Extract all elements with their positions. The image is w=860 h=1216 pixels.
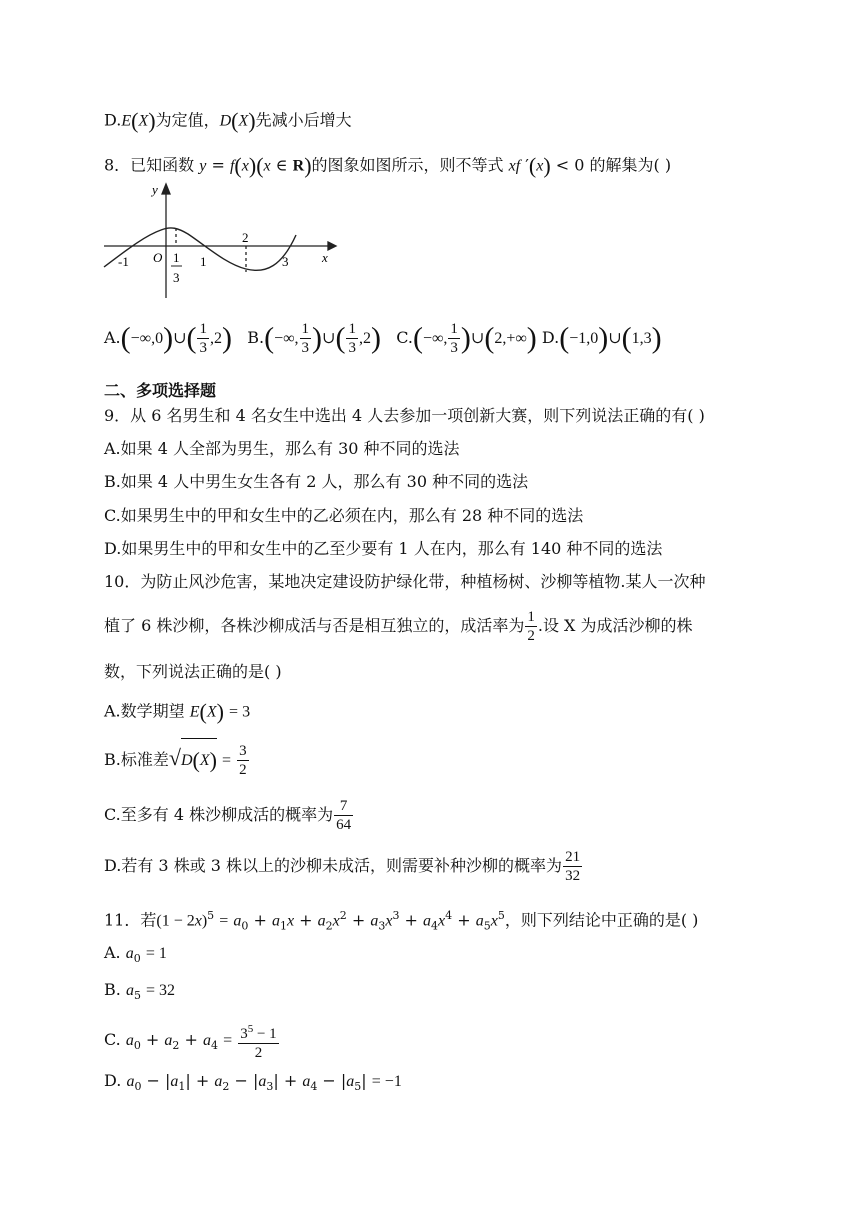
axis-x-label: x	[322, 250, 328, 265]
tick-one-third-den: 3	[173, 270, 180, 285]
tick-three: 3	[282, 254, 289, 269]
q9-option-c: C.如果男生中的甲和女生中的乙必须在内，那么有 28 种不同的选法	[104, 506, 584, 525]
x-axis-arrow	[328, 242, 336, 250]
q11-option-c: C. $a_0 + a_2 + a_4$ = $\frac{3^5 - 1}{2}$	[104, 1018, 280, 1068]
q11-option-a: A. $a_0 = 1$	[104, 943, 167, 966]
q10-option-c: C.至多有 4 株沙柳成活的概率为 $\frac{7}{64}$	[104, 798, 352, 833]
tick-minus-one: -1	[118, 254, 129, 269]
q9-option-b: B.如果 4 人中男生女生各有 2 人，那么有 30 种不同的选法	[104, 472, 529, 491]
section-title: 二、多项选择题	[104, 381, 217, 400]
q8-function-graph	[96, 180, 346, 305]
label-two: 2	[242, 230, 249, 245]
q10-line-3: 数，下列说法正确的是( )	[104, 662, 282, 681]
q10-option-a: A.数学期望 E(X) = 3	[104, 699, 251, 724]
q11-stem: 11．若$(1 - 2x)^5 = a_0 + a_1x + a_2x^2 + a_3x^3 + a_4x^4 + a_5x^5$，则下列结论中正确的是( )	[104, 909, 699, 933]
q8-option-d: D.(−1,0)∪(1,3)	[541, 321, 662, 355]
q7-option-d: D.E(X)为定值，D(X)先减小后增大	[104, 108, 352, 133]
q10-line-2: 植了 6 株沙柳，各株沙柳成活与否是相互独立的，成活率为 $\frac{1}{2}$ .设 X 为成活沙柳的株	[104, 609, 693, 644]
q9-option-a: A.如果 4 人全部为男生，那么有 30 种不同的选法	[104, 439, 460, 458]
tick-one-third-num: 1	[173, 250, 180, 265]
q9-option-d: D.如果男生中的甲和女生中的乙至少要有 1 人在内，那么有 140 种不同的选法	[104, 539, 663, 558]
q10-option-b: B.标准差√D(X) = $\frac{3}{2}$	[104, 738, 250, 781]
q8-option-a: A.(−∞,0)∪( $\frac{1}{3}$ ,2)	[104, 321, 232, 356]
tick-one: 1	[200, 254, 207, 269]
q9-stem: 9．从 6 名男生和 4 名女生中选出 4 人去参加一项创新大赛，则下列说法正确的有( )	[104, 406, 705, 425]
q11-option-d: D. $a_0 - |a_1| + a_2 - |a_3| + a_4 - |a_5| = -1$	[104, 1071, 402, 1094]
y-axis-arrow	[162, 184, 170, 194]
origin-label: O	[153, 250, 163, 265]
q8-option-b: B.(−∞, $\frac{1}{3}$ )∪( $\frac{1}{3}$ ,2)	[247, 321, 381, 356]
q10-line-1: 10．为防止风沙危害，某地决定建设防护绿化带，种植杨树、沙柳等植物.某人一次种	[104, 572, 706, 591]
q8-stem: 8．已知函数 y = f(x)(x ∈ R)的图象如图所示，则不等式 xf ′(x) < 0 的解集为( )	[104, 153, 672, 178]
q10-option-d: D.若有 3 株或 3 株以上的沙柳未成活，则需要补种沙柳的概率为 $\frac{21}{32}$	[104, 849, 581, 884]
q8-options	[104, 320, 662, 357]
q11-option-b: B. $a_5 = 32$	[104, 980, 176, 1003]
axis-y-label: y	[152, 182, 158, 197]
q8-option-c: C.(−∞, $\frac{1}{3}$ )∪(2,+∞)	[396, 321, 537, 356]
